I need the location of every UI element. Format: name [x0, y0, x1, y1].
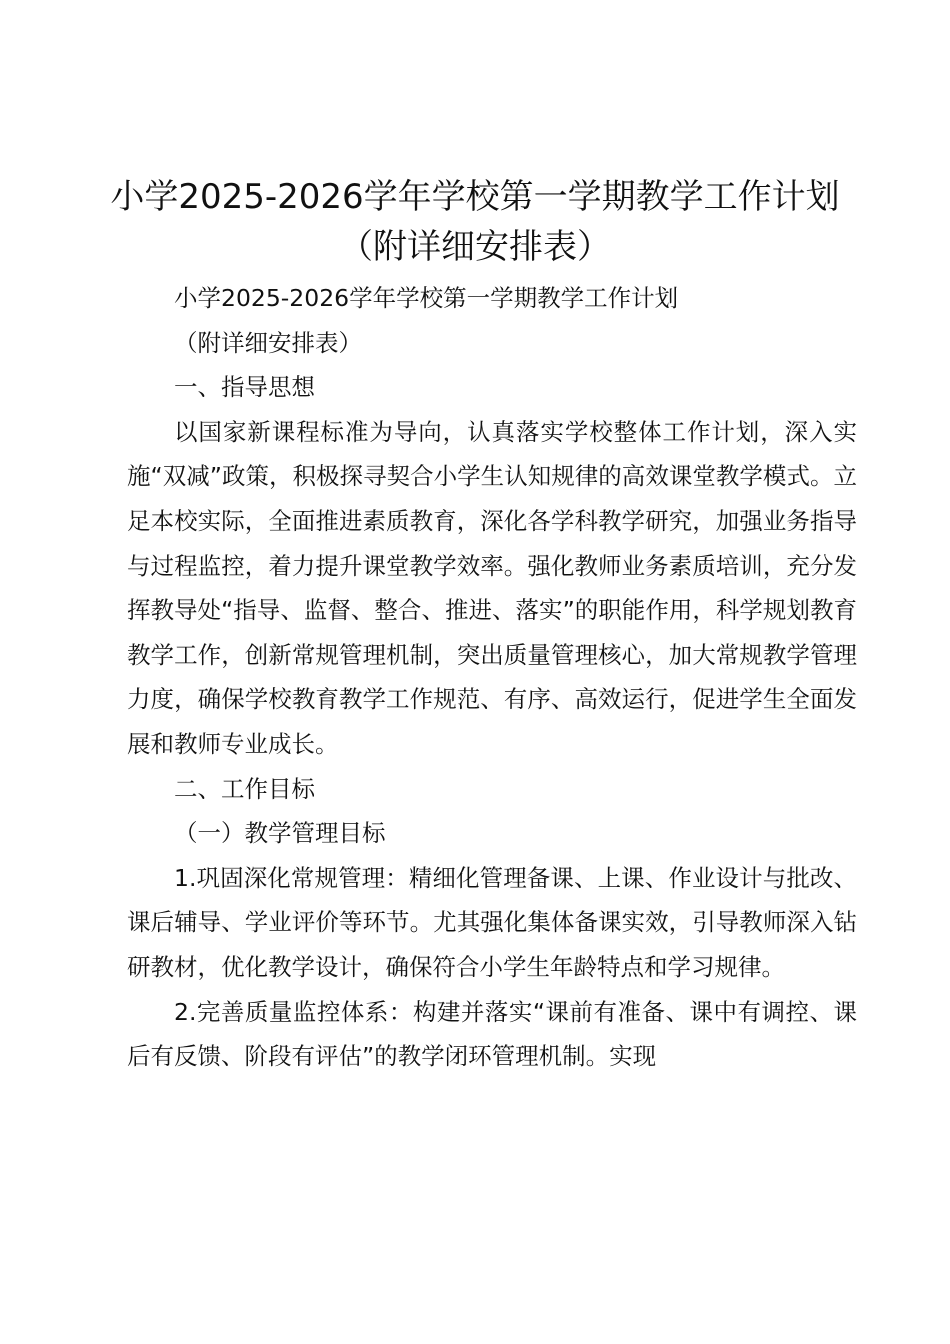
subsection-heading-teaching-management: （一）教学管理目标 — [174, 819, 386, 848]
subtitle-line: 小学2025-2026学年学校第一学期教学工作计划 — [174, 284, 679, 312]
subtitle-line-2: （附详细安排表） — [174, 328, 362, 357]
body-paragraph-item-2: 2.完善质量监控体系：构建并落实“课前有准备、课中有调控、课后有反馈、阶段有评估”的教学闭环管理机制。实现 — [127, 997, 857, 1071]
document-title: 小学2025-2026学年学校第一学期教学工作计划（附详细安排表） — [110, 177, 840, 267]
section-heading-guiding-ideology: 一、指导思想 — [174, 373, 315, 402]
document-body — [127, 276, 857, 1079]
body-paragraph: 以国家新课程标准为导向，认真落实学校整体工作计划，深入实施“双减”政策，积极探寻契合小学生认知规律的高效课堂教学模式。立足本校实际，全面推进素质教育，深化各学科教学研究，加强业务指导与过程监控，着力提升课堂教学效率。强化教师业务素质培训，充分发挥教导处“指导、监督、整合、推进、落实”的职能作用，科学规划教育教学工作，创新常规管理机制，突出质量管理核心，加大常规教学管理力度，确保学校教育教学工作规范、有序、高效运行，促进学生全面发展和教师专业成长。 — [127, 417, 857, 758]
section-heading-work-goals: 二、工作目标 — [174, 774, 315, 803]
body-paragraph-item-1: 1.巩固深化常规管理：精细化管理备课、上课、作业设计与批改、课后辅导、学业评价等环节。尤其强化集体备课实效，引导教师深入钻研教材，优化教学设计，确保符合小学生年龄特点和学习规律。 — [127, 863, 857, 981]
